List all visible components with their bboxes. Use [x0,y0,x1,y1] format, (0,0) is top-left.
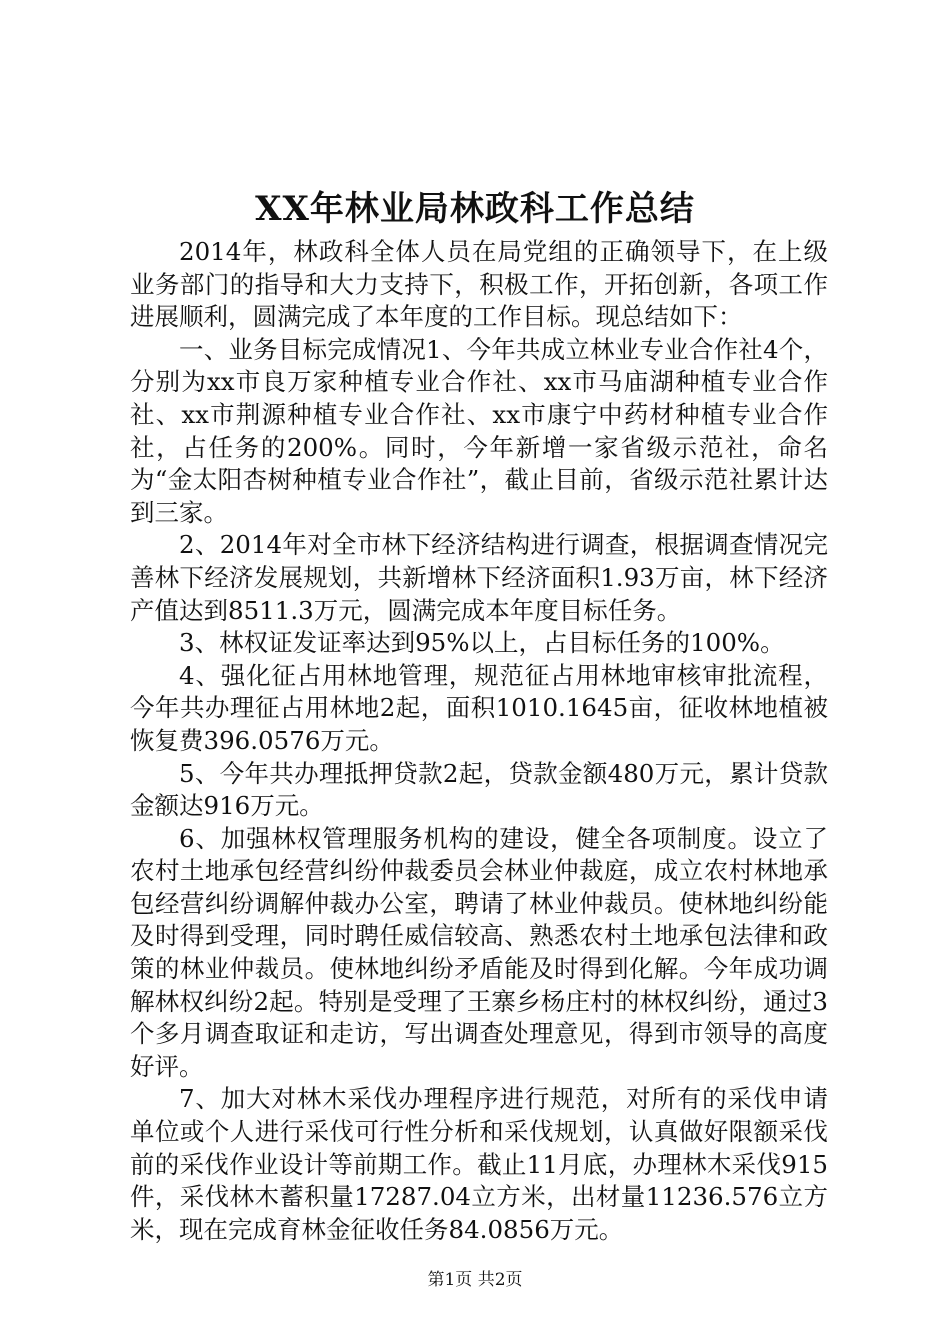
paragraph-item-1: 一、业务目标完成情况1、今年共成立林业专业合作社4个，分别为xx市良万家种植专业合作社、xx市马庙湖种植专业合作社、xx市荆源种植专业合作社、xx市康宁中药材种植专业合作社，占任务的200%。同时，今年新增一家省级示范社，命名为“金太阳杏树种植专业合作社”，截止目前，省级示范社累计达到三家。 [130,334,828,527]
paragraph-item-6: 6、加强林权管理服务机构的建设，健全各项制度。设立了农村土地承包经营纠纷仲裁委员会林业仲裁庭，成立农村林地承包经营纠纷调解仲裁办公室，聘请了林业仲裁员。使林地纠纷能及时得到受理，同时聘任威信较高、熟悉农村土地承包法律和政策的林业仲裁员。使林地纠纷矛盾能及时得到化解。今年成功调解林权纠纷2起。特别是受理了王寨乡杨庄村的林权纠纷，通过3个多月调查取证和走访，写出调查处理意见，得到市领导的高度好评。 [130,823,828,1081]
paragraph-item-4: 4、强化征占用林地管理，规范征占用林地审核审批流程，今年共办理征占用林地2起，面积1010.1645亩，征收林地植被恢复费396.0576万元。 [130,660,828,755]
paragraph-intro: 2014年，林政科全体人员在局党组的正确领导下，在上级业务部门的指导和大力支持下，积极工作，开拓创新，各项工作进展顺利，圆满完成了本年度的工作目标。现总结如下： [130,237,828,332]
page-number-footer: 第1页 共2页 [427,1270,523,1290]
document-title: XX年林业局林政科工作总结 [255,189,695,229]
paragraph-item-5: 5、今年共办理抵押贷款2起，贷款金额480万元，累计贷款金额达916万元。 [130,758,828,821]
document-body [130,236,828,1246]
paragraph-item-3: 3、林权证发证率达到95%以上，占目标任务的100%。 [179,628,785,658]
paragraph-item-2: 2、2014年对全市林下经济结构进行调查，根据调查情况完善林下经济发展规划，共新增林下经济面积1.93万亩，林下经济产值达到8511.3万元，圆满完成本年度目标任务。 [130,530,828,625]
paragraph-item-7: 7、加大对林木采伐办理程序进行规范，对所有的采伐申请单位或个人进行采伐可行性分析和采伐规划，认真做好限额采伐前的采伐作业设计等前期工作。截止11月底，办理林木采伐915件，采伐林木蓄积量17287.04立方米，出材量11236.576立方米，现在完成育林金征收任务84.0856万元。 [130,1084,828,1244]
